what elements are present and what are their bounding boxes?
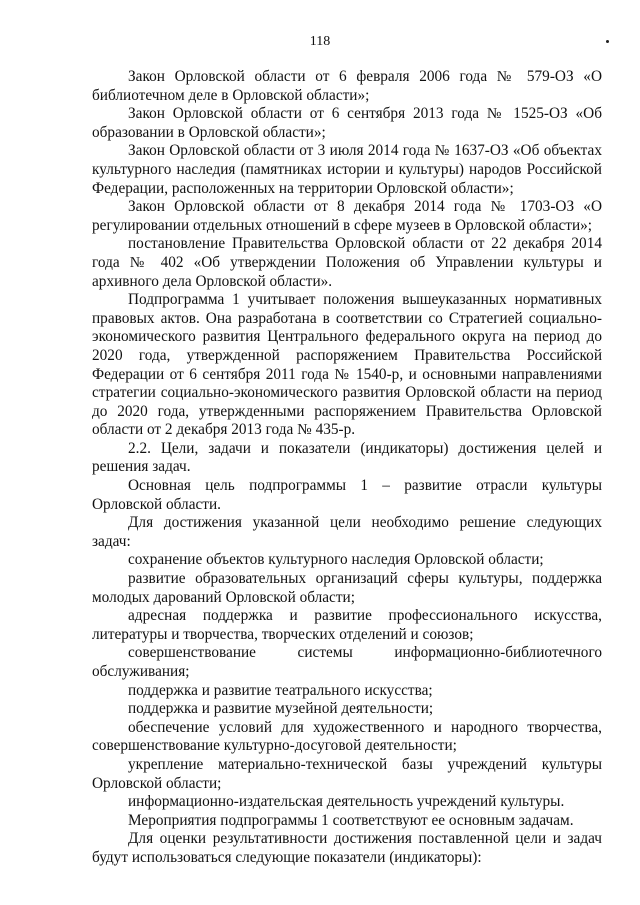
task-item: поддержка и развитие театрального искусства; [128, 681, 433, 699]
scan-speck [606, 40, 609, 43]
document-body [92, 68, 602, 868]
section-heading-2-2: 2.2. Цели, задачи и показатели (индикаторы) достижения целей и решения задач. [92, 439, 602, 476]
paragraph-subprogram-basis: Подпрограмма 1 учитывает положения вышеуказанных нормативных правовых актов. Она разработана в соответствии со Стратегией социально-экономического развития Центрального федерального округа на период до 2020 года, утвержденной распоряжением Правительства Российской Федерации от 6 сентября 2011 года № 1540-р, и основными направлениями стратегии социально-экономического развития Орловской области на период до 2020 года, утвержденными распоряжением Правительства Орловской области от 2 декабря 2013 года № 435-р. [92, 291, 602, 439]
task-item: адресная поддержка и развитие профессионального искусства, литературы и творчества, творческих отделений и союзов; [92, 607, 602, 643]
paragraph-law-museums: Закон Орловской области от 8 декабря 2014 года № 1703-ОЗ «О регулировании отдельных отношений в сфере музеев в Орловской области»; [92, 198, 602, 234]
paragraph-law-library: Закон Орловской области от 6 февраля 2006 года № 579-ОЗ «О библиотечном деле в Орловской области»; [92, 68, 602, 104]
task-item: сохранение объектов культурного наследия Орловской области; [128, 551, 544, 569]
task-item: поддержка и развитие музейной деятельности; [128, 700, 434, 718]
page-number: 118 [309, 34, 331, 49]
paragraph-measures: Мероприятия подпрограммы 1 соответствуют ее основным задачам. [128, 811, 574, 829]
paragraph-tasks-intro: Для достижения указанной цели необходимо решение следующих задач: [92, 514, 602, 550]
paragraph-main-goal: Основная цель подпрограммы 1 – развитие отрасли культуры Орловской области. [92, 477, 602, 513]
paragraph-resolution-402: постановление Правительства Орловской области от 22 декабря 2014 года № 402 «Об утверждении Положения об Управлении культуры и архивного дела Орловской области». [92, 235, 602, 290]
task-item: информационно-издательская деятельность учреждений культуры. [128, 793, 565, 811]
task-item: обеспечение условий для художественного и народного творчества, совершенствование культурно-досуговой деятельности; [92, 718, 602, 755]
paragraph-indicators-intro: Для оценки результативности достижения поставленной цели и задач будут использоваться следующие показатели (индикаторы): [92, 830, 602, 866]
task-item: совершенствование системы информационно-библиотечного обслуживания; [92, 644, 602, 680]
task-item: укрепление материально-технической базы учреждений культуры Орловской области; [92, 755, 602, 792]
paragraph-law-education: Закон Орловской области от 6 сентября 2013 года № 1525-ОЗ «Об образовании в Орловской области»; [92, 105, 602, 141]
task-item: развитие образовательных организаций сферы культуры, поддержка молодых дарований Орловской области; [92, 570, 602, 606]
paragraph-law-heritage: Закон Орловской области от 3 июля 2014 года № 1637-ОЗ «Об объектах культурного наследия (памятниках истории и культуры) народов Российской Федерации, расположенных на территории Орловской области»; [92, 142, 602, 197]
